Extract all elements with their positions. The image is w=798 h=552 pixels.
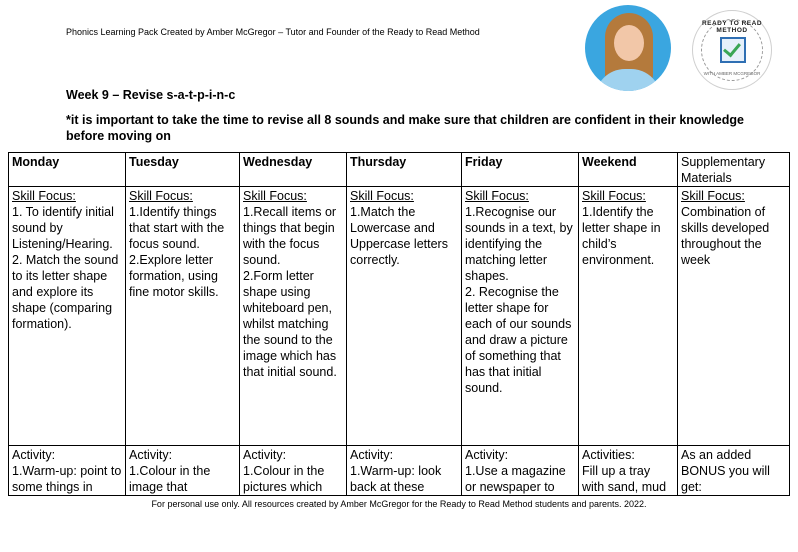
column-header-supplementary: Supplementary Materials <box>678 153 790 187</box>
logo-title: READY TO READ METHOD <box>701 20 763 34</box>
activity-cell: Activities: Fill up a tray with sand, mud <box>579 446 678 496</box>
checkbox-icon <box>720 37 746 63</box>
skill-focus-label: Skill Focus: <box>681 189 745 203</box>
column-header-friday: Friday <box>462 153 579 187</box>
skill-focus-label: Skill Focus: <box>582 189 646 203</box>
column-header-thursday: Thursday <box>347 153 462 187</box>
week-title: Week 9 – Revise s-a-t-p-i-n-c <box>66 88 236 102</box>
activity-cell: Activity: 1.Warm-up: look back at these <box>347 446 462 496</box>
page-header-text: Phonics Learning Pack Created by Amber McGregor – Tutor and Founder of the Ready to Read Method <box>66 27 480 37</box>
weekly-plan-table <box>8 152 790 496</box>
revision-note: *it is important to take the time to revise all 8 sounds and make sure that children are confident in their knowledge before moving on <box>66 113 744 143</box>
skill-focus-text: 1. To identify initial sound by Listening/Hearing. 2. Match the sound to its letter shape and explore its shape (comparing formation). <box>12 205 119 331</box>
skill-focus-label: Skill Focus: <box>243 189 307 203</box>
table-cell <box>126 187 240 446</box>
activity-row <box>9 446 790 496</box>
table-cell <box>678 187 790 446</box>
skill-focus-label: Skill Focus: <box>465 189 529 203</box>
table-cell <box>240 187 347 446</box>
table-header-row <box>9 153 790 187</box>
activity-cell: As an added BONUS you will get: <box>678 446 790 496</box>
skill-focus-label: Skill Focus: <box>129 189 193 203</box>
table-cell <box>462 187 579 446</box>
skill-focus-text: 1.Identify the letter shape in child’s environment. <box>582 205 661 267</box>
activity-cell: Activity: 1.Use a magazine or newspaper to <box>462 446 579 496</box>
activity-cell: Activity: 1.Colour in the image that <box>126 446 240 496</box>
author-photo <box>585 5 671 91</box>
activity-cell: Activity: 1.Colour in the pictures which <box>240 446 347 496</box>
column-header-tuesday: Tuesday <box>126 153 240 187</box>
logo-subtitle: WITH AMBER MCGREGOR <box>703 71 761 76</box>
skill-focus-label: Skill Focus: <box>350 189 414 203</box>
skill-focus-text: 1.Match the Lowercase and Uppercase letters correctly. <box>350 205 448 267</box>
table-cell <box>9 187 126 446</box>
skill-focus-label: Skill Focus: <box>12 189 76 203</box>
activity-cell: Activity: 1.Warm-up: point to some things in <box>9 446 126 496</box>
skill-focus-text: Combination of skills developed throughout the week <box>681 205 770 267</box>
skill-focus-text: 1.Recall items or things that begin with the focus sound. 2.Form letter shape using whiteboard pen, whilst matching the sound to the image which has that initial sound. <box>243 205 337 379</box>
skill-focus-row <box>9 187 790 446</box>
table-cell <box>347 187 462 446</box>
skill-focus-text: 1.Recognise our sounds in a text, by identifying the matching letter shapes. 2. Recognise the letter shape for each of our sounds and draw a picture of something that has that initial sound. <box>465 205 573 395</box>
ready-to-read-logo <box>692 10 772 90</box>
skill-focus-text: 1.Identify things that start with the focus sound. 2.Explore letter formation, using fine motor skills. <box>129 205 225 299</box>
column-header-monday: Monday <box>9 153 126 187</box>
table-cell <box>579 187 678 446</box>
column-header-wednesday: Wednesday <box>240 153 347 187</box>
page-footer: For personal use only. All resources created by Amber McGregor for the Ready to Read Method students and parents. 2022. <box>151 499 647 509</box>
column-header-weekend: Weekend <box>579 153 678 187</box>
